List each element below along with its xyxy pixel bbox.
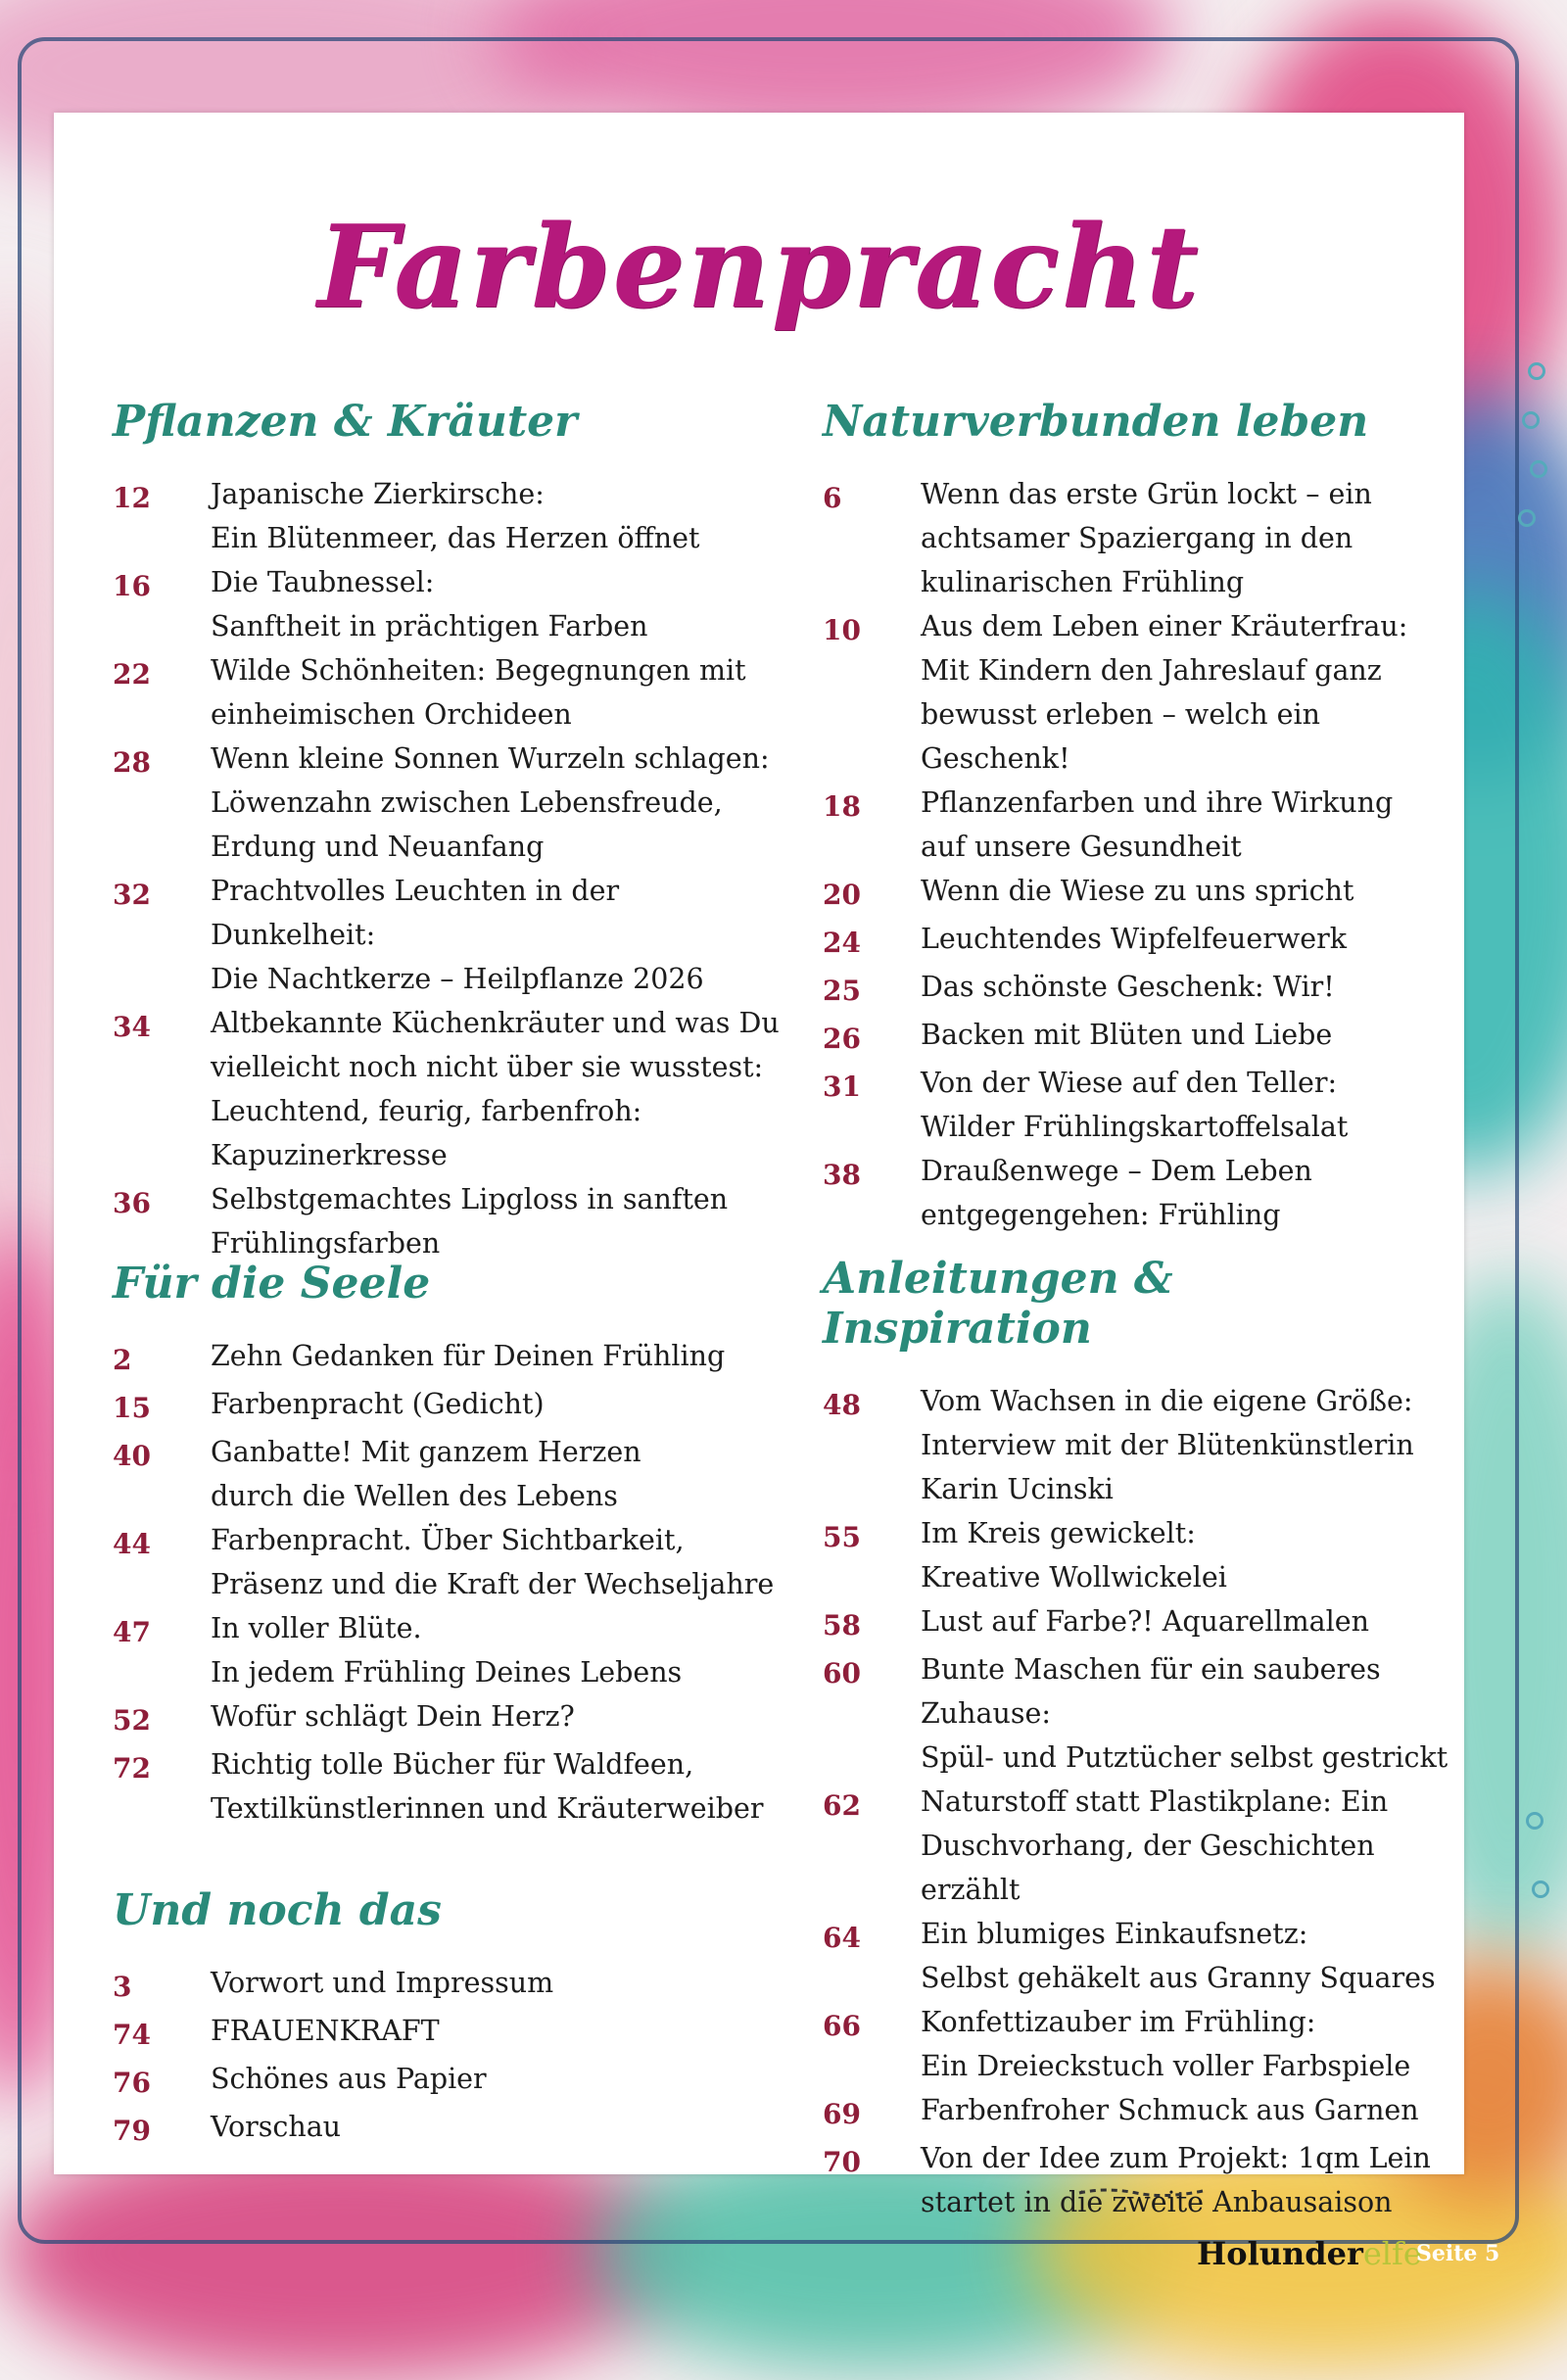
- toc-entry[interactable]: [823, 2136, 1449, 2224]
- toc-entry-title: Vom Wachsen in die eigene Größe: Interview mit der Blütenkünstlerin Karin Ucinski: [921, 1385, 1414, 1505]
- contents-panel: [54, 113, 1464, 2218]
- toc-entry[interactable]: [113, 1334, 788, 1382]
- toc-page-number: 58: [823, 1609, 861, 1642]
- toc-page-number: 15: [113, 1392, 151, 1424]
- toc-entry[interactable]: [823, 2088, 1449, 2136]
- toc-page-number: 3: [113, 1971, 132, 2003]
- toc-entry-title: Vorschau: [211, 2111, 342, 2143]
- toc-entry[interactable]: [823, 917, 1449, 965]
- section-pflanzen-kraeuter: [113, 397, 788, 1265]
- toc-entry[interactable]: [823, 1599, 1449, 1647]
- toc-page-number: 40: [113, 1440, 151, 1472]
- toc-page-number: 72: [113, 1752, 151, 1785]
- toc-page-number: 55: [823, 1521, 861, 1553]
- section-und-noch-das: [113, 1885, 788, 2153]
- toc-page-number: 38: [823, 1159, 861, 1191]
- toc-entry-title: Pflanzenfarben und ihre Wirkung auf unsere Gesundheit: [921, 786, 1394, 863]
- toc-entry-title: Von der Wiese auf den Teller: Wilder Frühlingskartoffelsalat: [921, 1067, 1349, 1143]
- decorative-brush-stroke: [1077, 2184, 1205, 2198]
- toc-entry[interactable]: [823, 1061, 1449, 1149]
- toc-entry-title: Draußenwege – Dem Leben entgegengehen: Frühling: [921, 1155, 1312, 1231]
- toc-entry[interactable]: [113, 2009, 788, 2057]
- toc-page-number: 32: [113, 879, 151, 911]
- toc-entry-title: Altbekannte Küchenkräuter und was Du vielleicht noch nicht über sie wusstest: Leuchtend, feurig, farbenfroh: Kapuzinerkresse: [211, 1007, 780, 1171]
- section-fuer-die-seele: [113, 1259, 788, 1831]
- toc-page-number: 28: [113, 746, 151, 779]
- section-naturverbunden-leben: [823, 397, 1449, 1237]
- toc-entry[interactable]: [113, 648, 788, 737]
- toc-entry-title: Wilde Schönheiten: Begegnungen mit einheimischen Orchideen: [211, 654, 746, 731]
- section-heading: Und noch das: [113, 1885, 442, 1935]
- toc-entry-title: Farbenfroher Schmuck aus Garnen: [921, 2094, 1419, 2126]
- toc-entry-title: Im Kreis gewickelt: Kreative Wollwickelei: [921, 1517, 1227, 1594]
- toc-entry[interactable]: [823, 1379, 1449, 1511]
- section-heading: Für die Seele: [113, 1259, 431, 1309]
- toc-entry[interactable]: [113, 1961, 788, 2009]
- toc-entry[interactable]: [823, 1013, 1449, 1061]
- section-heading: Anleitungen & Inspiration: [823, 1254, 1173, 1354]
- toc-entry[interactable]: [113, 737, 788, 869]
- toc-page-number: 24: [823, 927, 861, 959]
- toc-entry[interactable]: [113, 1742, 788, 1831]
- toc-entry[interactable]: [823, 2000, 1449, 2088]
- toc-page-number: 25: [823, 975, 861, 1007]
- toc-page-number: 44: [113, 1528, 151, 1560]
- toc-entry-title: Wenn das erste Grün lockt – ein achtsamer Spaziergang in den kulinarischen Frühling: [921, 478, 1372, 598]
- toc-page-number: 69: [823, 2098, 861, 2130]
- toc-entry-title: Von der Idee zum Projekt: 1qm Lein startet in die zweite Anbausaison: [921, 2142, 1431, 2218]
- toc-entry[interactable]: [823, 1511, 1449, 1599]
- toc-entry-title: Selbstgemachtes Lipgloss in sanften Frühlingsfarben: [211, 1183, 729, 1260]
- toc-page-number: 16: [113, 570, 151, 602]
- toc-page-number: 60: [823, 1657, 861, 1690]
- toc-entry-title: Ein blumiges Einkaufsnetz: Selbst gehäkelt aus Granny Squares: [921, 1918, 1436, 1994]
- toc-entry-title: Zehn Gedanken für Deinen Frühling: [211, 1340, 726, 1372]
- toc-entry[interactable]: [823, 1912, 1449, 2000]
- section-heading: Pflanzen & Kräuter: [113, 397, 578, 447]
- toc-page-number: 76: [113, 2067, 151, 2099]
- toc-page-number: 47: [113, 1616, 151, 1648]
- toc-page-number: 48: [823, 1389, 861, 1421]
- toc-page-number: 10: [823, 614, 861, 646]
- toc-entry-title: Aus dem Leben einer Kräuterfrau: Mit Kindern den Jahreslauf ganz bewusst erleben – welch ein Geschenk!: [921, 610, 1408, 775]
- section-heading: Naturverbunden leben: [823, 397, 1369, 447]
- brand-logo: Holunderelfe: [1197, 2235, 1422, 2272]
- toc-page-number: 52: [113, 1704, 151, 1737]
- toc-entry-title: Wenn die Wiese zu uns spricht: [921, 875, 1354, 907]
- page-number: Seite 5: [1416, 2241, 1500, 2266]
- toc-entry[interactable]: [823, 965, 1449, 1013]
- toc-page-number: 18: [823, 790, 861, 823]
- toc-page-number: 66: [823, 2010, 861, 2042]
- toc-page-number: 12: [113, 482, 151, 514]
- toc-entry[interactable]: [823, 1780, 1449, 1912]
- toc-entry-title: Lust auf Farbe?! Aquarellmalen: [921, 1605, 1369, 1638]
- toc-entry[interactable]: [113, 1430, 788, 1518]
- toc-entry[interactable]: [823, 604, 1449, 781]
- toc-entry-title: Farbenpracht. Über Sichtbarkeit, Präsenz und die Kraft der Wechseljahre: [211, 1524, 775, 1600]
- toc-entry-title: Vorwort und Impressum: [211, 1967, 554, 1999]
- toc-entry[interactable]: [113, 1177, 788, 1265]
- toc-entry-title: Prachtvolles Leuchten in der Dunkelheit: Die Nachtkerze – Heilpflanze 2026: [211, 875, 704, 995]
- toc-entry[interactable]: [113, 472, 788, 560]
- toc-entry[interactable]: [113, 2105, 788, 2153]
- toc-entry-title: Backen mit Blüten und Liebe: [921, 1019, 1333, 1051]
- toc-entry-title: Ganbatte! Mit ganzem Herzen durch die Wellen des Lebens: [211, 1436, 641, 1512]
- toc-entry-title: In voller Blüte. In jedem Frühling Deines Lebens: [211, 1612, 683, 1689]
- toc-entry-title: Konfettizauber im Frühling: Ein Dreieckstuch voller Farbspiele: [921, 2006, 1411, 2082]
- toc-entry[interactable]: [823, 1647, 1449, 1780]
- toc-entry-title: Das schönste Geschenk: Wir!: [921, 971, 1335, 1003]
- toc-entry[interactable]: [823, 1149, 1449, 1237]
- toc-entry-title: FRAUENKRAFT: [211, 2015, 440, 2047]
- toc-entry-title: Bunte Maschen für ein sauberes Zuhause: Spül- und Putztücher selbst gestrickt: [921, 1653, 1448, 1774]
- toc-entry-title: Japanische Zierkirsche: Ein Blütenmeer, das Herzen öffnet: [211, 478, 700, 554]
- toc-page-number: 64: [823, 1922, 861, 1954]
- toc-entry[interactable]: [113, 869, 788, 1001]
- toc-page-number: 31: [823, 1071, 861, 1103]
- toc-page-number: 6: [823, 482, 842, 514]
- section-anleitungen-inspiration: [823, 1254, 1449, 2224]
- toc-page-number: 70: [823, 2146, 861, 2178]
- toc-entry[interactable]: [823, 869, 1449, 917]
- toc-entry[interactable]: [823, 472, 1449, 604]
- toc-page-number: 79: [113, 2115, 151, 2147]
- toc-page-number: 62: [823, 1789, 861, 1822]
- toc-page-number: 74: [113, 2019, 151, 2051]
- toc-entry[interactable]: [113, 1382, 788, 1430]
- toc-entry-title: Die Taubnessel: Sanftheit in prächtigen Farben: [211, 566, 648, 643]
- toc-entry-title: Wofür schlägt Dein Herz?: [211, 1700, 575, 1733]
- toc-page-number: 2: [113, 1344, 132, 1376]
- toc-page-number: 26: [823, 1023, 861, 1055]
- toc-page-number: 22: [113, 658, 151, 690]
- toc-entry-title: Richtig tolle Bücher für Waldfeen, Textilkünstlerinnen und Kräuterweiber: [211, 1748, 764, 1825]
- toc-entry-title: Farbenpracht (Gedicht): [211, 1388, 545, 1420]
- toc-entry-title: Leuchtendes Wipfelfeuerwerk: [921, 923, 1348, 955]
- toc-page-number: 20: [823, 879, 861, 911]
- toc-entry[interactable]: [823, 781, 1449, 869]
- toc-entry[interactable]: [113, 1606, 788, 1694]
- toc-entry[interactable]: [113, 1001, 788, 1177]
- toc-entry-title: Wenn kleine Sonnen Wurzeln schlagen: Löwenzahn zwischen Lebensfreude, Erdung und Neuanfang: [211, 742, 770, 863]
- toc-entry-title: Schönes aus Papier: [211, 2063, 487, 2095]
- toc-page-number: 36: [113, 1187, 151, 1219]
- toc-page-number: 34: [113, 1011, 151, 1043]
- toc-entry-title: Naturstoff statt Plastikplane: Ein Duschvorhang, der Geschichten erzählt: [921, 1785, 1389, 1906]
- toc-entry[interactable]: [113, 1518, 788, 1606]
- toc-entry[interactable]: [113, 560, 788, 648]
- toc-entry[interactable]: [113, 1694, 788, 1742]
- toc-entry[interactable]: [113, 2057, 788, 2105]
- page-title: Farbenpracht: [317, 201, 1201, 334]
